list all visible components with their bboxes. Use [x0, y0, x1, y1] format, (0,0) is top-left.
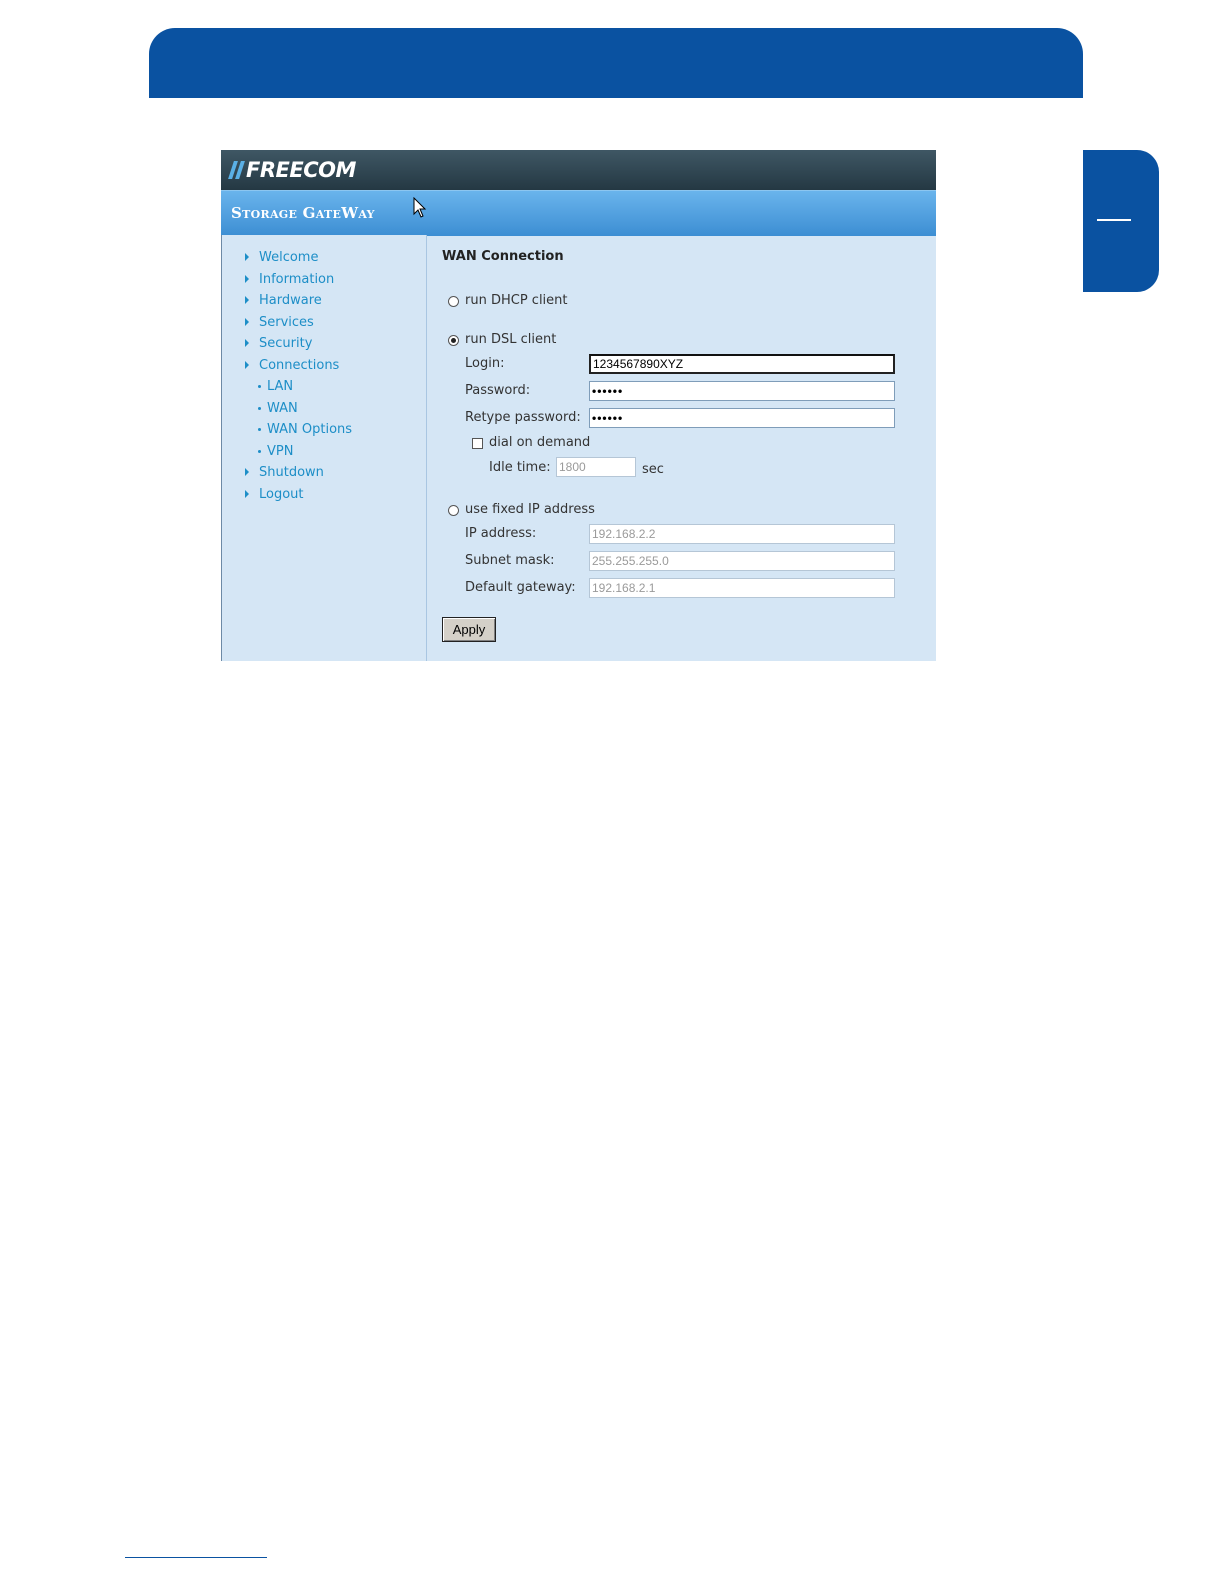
arrow-right-icon [245, 468, 249, 476]
nav-item-label: Connections [259, 357, 340, 373]
nav-item-label: Logout [259, 486, 304, 502]
ip-address-input[interactable] [589, 524, 895, 544]
nav-subitem-label: VPN [267, 443, 294, 459]
page-header-banner [149, 28, 1083, 98]
dial-on-demand-label: dial on demand [489, 435, 591, 450]
fixed-ip-label: use fixed IP address [465, 502, 595, 517]
idle-time-label: Idle time: [489, 460, 551, 475]
nav-item-label: Shutdown [259, 464, 324, 480]
arrow-right-icon [245, 296, 249, 304]
mouse-pointer-icon [413, 197, 427, 219]
bullet-icon [258, 450, 261, 453]
default-gateway-input[interactable] [589, 578, 895, 598]
sidebar-nav [221, 235, 427, 661]
password-input[interactable] [589, 381, 895, 401]
footer-rule [125, 1557, 267, 1558]
login-input[interactable] [589, 354, 895, 374]
bullet-icon [258, 428, 261, 431]
apply-button[interactable]: Apply [442, 617, 496, 642]
retype-password-input[interactable] [589, 408, 895, 428]
arrow-right-icon [245, 318, 249, 326]
subnet-mask-label: Subnet mask: [465, 553, 555, 568]
ip-address-label: IP address: [465, 526, 537, 541]
nav-item-logout[interactable] [245, 485, 304, 503]
dhcp-client-label: run DHCP client [465, 293, 568, 308]
wan-connection-panel [426, 235, 936, 661]
bullet-icon [258, 407, 261, 410]
dial-on-demand-checkbox[interactable] [472, 438, 483, 449]
login-label: Login: [465, 356, 505, 371]
nav-item-connections[interactable] [245, 356, 339, 374]
nav-item-label: Services [259, 314, 314, 330]
nav-item-shutdown[interactable] [245, 463, 324, 481]
idle-time-input[interactable] [556, 457, 636, 477]
password-label: Password: [465, 383, 531, 398]
default-gateway-label: Default gateway: [465, 580, 576, 595]
nav-subitem-label: WAN Options [267, 421, 353, 437]
dsl-client-radio[interactable] [448, 335, 459, 346]
nav-item-label: Welcome [259, 249, 319, 265]
arrow-right-icon [245, 253, 249, 261]
nav-item-label: Hardware [259, 292, 322, 308]
brand-bar [221, 150, 936, 190]
nav-item-services[interactable] [245, 313, 314, 331]
logo-slashes-icon [231, 161, 242, 179]
nav-subitem-vpn[interactable] [258, 442, 293, 460]
page-title: WAN Connection [442, 249, 564, 264]
product-bar [221, 190, 936, 236]
freecom-logo [231, 157, 356, 183]
dsl-client-label: run DSL client [465, 332, 557, 347]
arrow-right-icon [245, 361, 249, 369]
nav-item-welcome[interactable] [245, 248, 318, 266]
nav-item-security[interactable] [245, 334, 312, 352]
arrow-right-icon [245, 275, 249, 283]
nav-subitem-label: LAN [267, 378, 294, 394]
nav-item-label: Security [259, 335, 313, 351]
nav-subitem-lan[interactable] [258, 377, 293, 395]
nav-subitem-label: WAN [267, 400, 298, 416]
nav-item-label: Information [259, 271, 335, 287]
idle-time-unit: sec [642, 462, 664, 477]
arrow-right-icon [245, 339, 249, 347]
fixed-ip-radio[interactable] [448, 505, 459, 516]
side-tab-line [1097, 219, 1131, 221]
chapter-side-tab [1083, 150, 1159, 292]
nav-item-hardware[interactable] [245, 291, 322, 309]
router-admin-screenshot [221, 150, 936, 661]
logo-text: FREECOM [246, 158, 356, 182]
nav-subitem-wan-options[interactable] [258, 420, 352, 438]
dhcp-client-radio[interactable] [448, 296, 459, 307]
retype-password-label: Retype password: [465, 410, 581, 425]
nav-item-information[interactable] [245, 270, 334, 288]
arrow-right-icon [245, 490, 249, 498]
product-title: Storage GateWay [231, 204, 375, 222]
subnet-mask-input[interactable] [589, 551, 895, 571]
nav-subitem-wan[interactable] [258, 399, 298, 417]
bullet-icon [258, 385, 261, 388]
